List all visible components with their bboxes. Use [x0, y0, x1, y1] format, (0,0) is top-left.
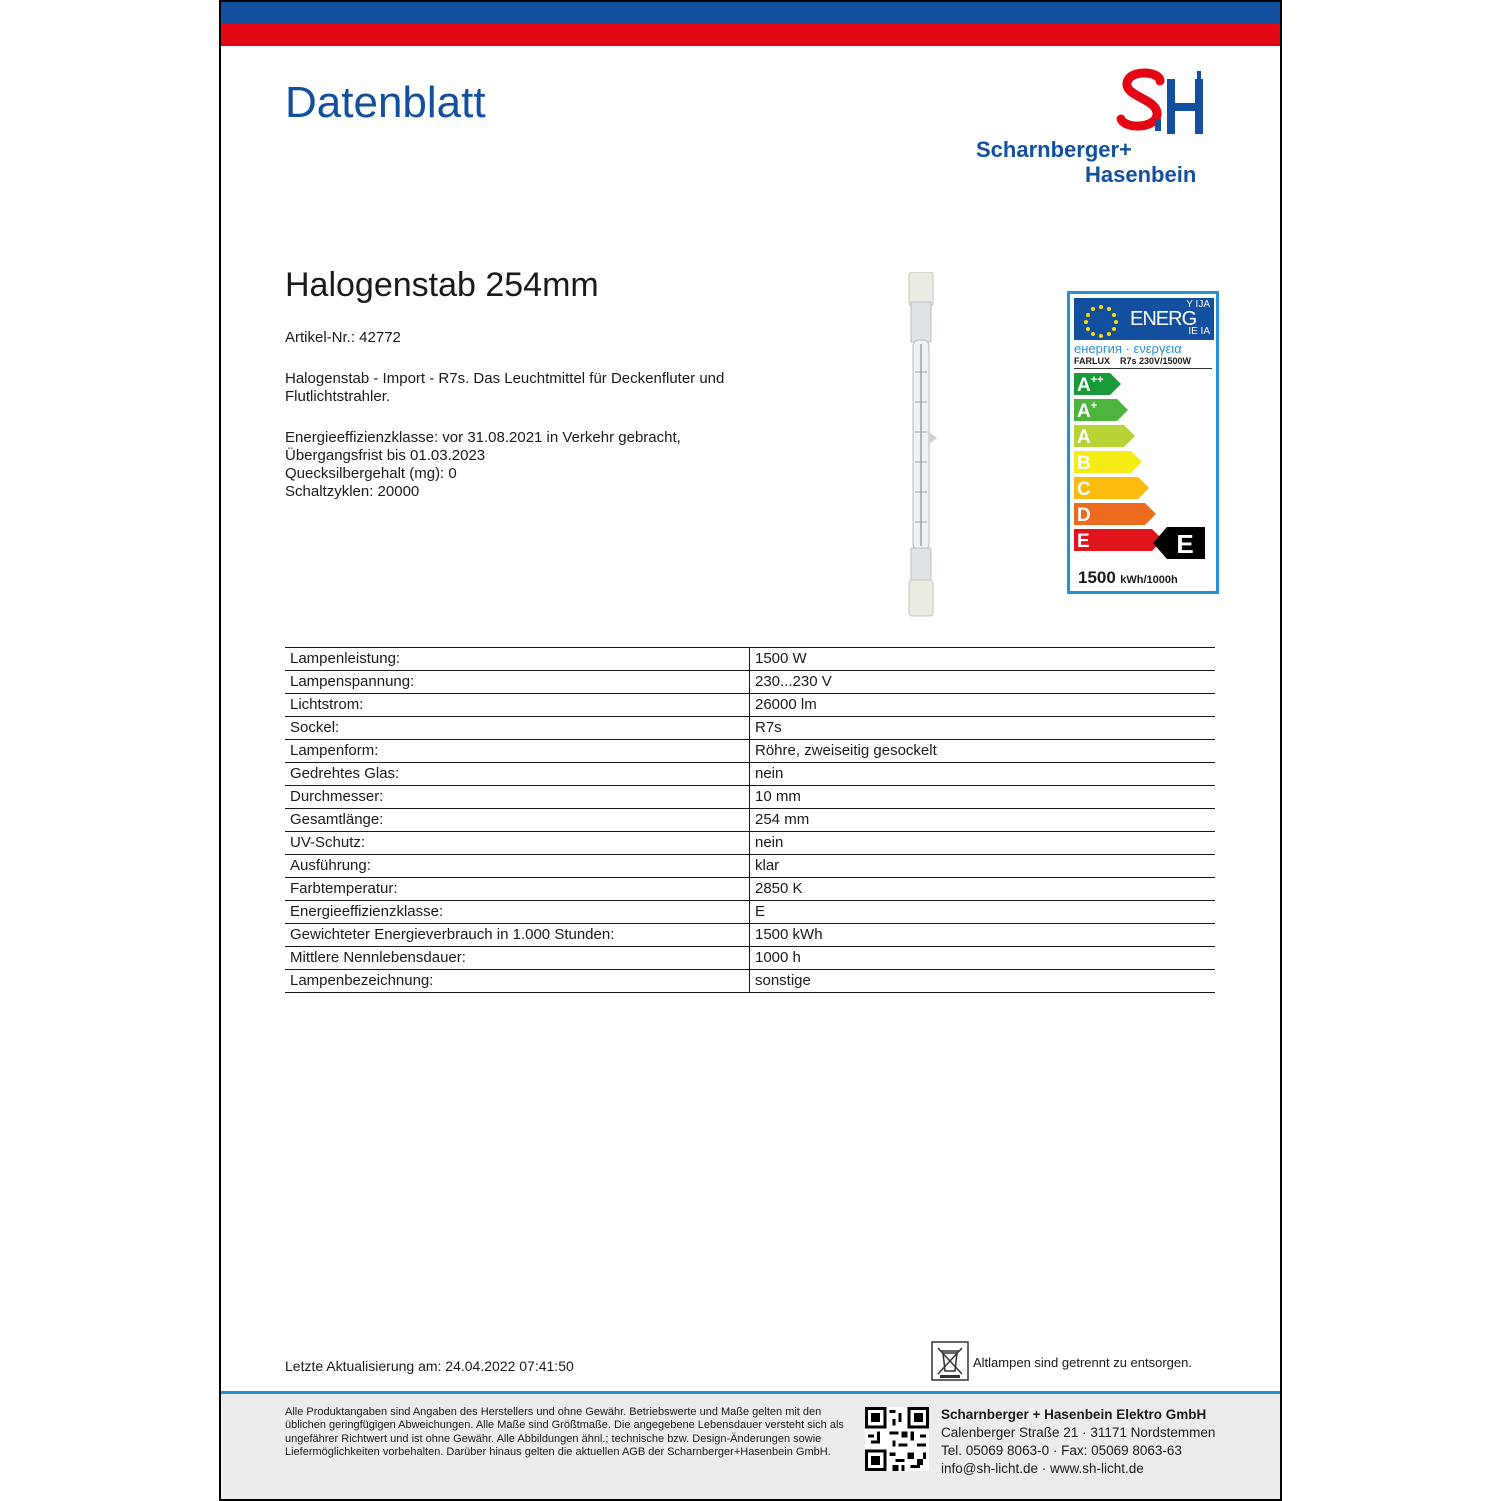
logo-text-line2: Hasenbein	[1085, 162, 1197, 187]
logo-text-line1: Scharnberger+	[976, 137, 1132, 162]
info-line: Schaltzyklen: 20000	[285, 483, 420, 500]
spec-label: Gewichteter Energieverbrauch in 1.000 Stunden:	[285, 924, 750, 947]
company-address: Calenberger Straße 21 · 31171 Nordstemmen	[941, 1425, 1216, 1440]
table-row	[285, 740, 1215, 763]
spec-label: Ausführung:	[285, 855, 750, 878]
energy-supplier: FARLUX	[1074, 356, 1110, 366]
company-phone: Tel. 05069 8063-0 · Fax: 05069 8063-63	[941, 1443, 1182, 1458]
spec-value: 230...230 V	[750, 671, 1216, 694]
table-row	[285, 832, 1215, 855]
header-stripe-red	[221, 24, 1280, 46]
energ-word: ENERG	[1130, 308, 1197, 330]
spec-label: UV-Schutz:	[285, 832, 750, 855]
energy-consumption	[1078, 568, 1178, 588]
spec-value: 2850 K	[750, 878, 1216, 901]
table-row	[285, 947, 1215, 970]
table-row	[285, 901, 1215, 924]
energy-label-header	[1128, 298, 1214, 340]
table-row	[285, 671, 1215, 694]
spec-value: R7s	[750, 717, 1216, 740]
table-row	[285, 855, 1215, 878]
energy-class-letter: E	[1077, 531, 1090, 552]
qr-code-icon	[865, 1406, 929, 1472]
energy-class-letter: B	[1077, 453, 1091, 474]
table-row	[285, 809, 1215, 832]
table-row	[285, 786, 1215, 809]
energy-rating-arrow	[1153, 527, 1205, 559]
kwh-value: 1500	[1078, 568, 1116, 587]
datasheet-page	[219, 0, 1282, 1501]
spec-value: 254 mm	[750, 809, 1216, 832]
spec-value: E	[750, 901, 1216, 924]
info-line: Quecksilbergehalt (mg): 0	[285, 465, 457, 482]
spec-label: Gesamtlänge:	[285, 809, 750, 832]
company-contact: info@sh-licht.de · www.sh-licht.de	[941, 1461, 1144, 1476]
energy-supplier-line	[1074, 356, 1191, 366]
spec-label: Energieeffizienzklasse:	[285, 901, 750, 924]
table-row	[285, 694, 1215, 717]
table-row	[285, 878, 1215, 901]
energy-class-letter: A++	[1077, 374, 1104, 396]
spec-table	[285, 647, 1215, 993]
spec-label: Lampenbezeichnung:	[285, 970, 750, 993]
table-row	[285, 717, 1215, 740]
spec-value: 1000 h	[750, 947, 1216, 970]
spec-label: Sockel:	[285, 717, 750, 740]
table-row	[285, 648, 1215, 671]
spec-value: 10 mm	[750, 786, 1216, 809]
spec-value: nein	[750, 763, 1216, 786]
energy-class-letter: C	[1077, 479, 1091, 500]
spec-label: Durchmesser:	[285, 786, 750, 809]
halogen-lamp-image	[891, 272, 951, 617]
spec-label: Lampenleistung:	[285, 648, 750, 671]
eu-flag-icon	[1074, 298, 1128, 340]
table-row	[285, 924, 1215, 947]
energ-small-top: Y IJA	[1186, 299, 1210, 310]
energy-model: R7s 230V/1500W	[1120, 356, 1192, 366]
energy-rating-letter: E	[1176, 529, 1194, 559]
energy-languages: енергия · ενεργεια	[1074, 341, 1182, 356]
last-updated: Letzte Aktualisierung am: 24.04.2022 07:41:50	[285, 1358, 574, 1374]
company-logo	[976, 67, 1226, 187]
info-line: Übergangsfrist bis 01.03.2023	[285, 447, 486, 464]
product-description: Halogenstab - Import - R7s. Das Leuchtmittel für Deckenfluter und Flutlichtstrahler.	[285, 370, 725, 405]
energ-small-bottom: IE IA	[1188, 326, 1210, 337]
spec-value: 26000 lm	[750, 694, 1216, 717]
info-line: Energieeffizienzklasse: vor 31.08.2021 in Verkehr gebracht,	[285, 429, 681, 446]
sh-logo-mark	[1115, 67, 1215, 137]
document-title: Datenblatt	[285, 78, 486, 127]
spec-value: 1500 kWh	[750, 924, 1216, 947]
spec-label: Farbtemperatur:	[285, 878, 750, 901]
footer	[221, 1391, 1280, 1501]
energy-class-letter: A	[1077, 427, 1091, 448]
energy-label	[1067, 291, 1219, 594]
spec-value: nein	[750, 832, 1216, 855]
table-row	[285, 763, 1215, 786]
footer-disclaimer: Alle Produktangaben sind Angaben des Herstellers und ohne Gewähr. Betriebswerte und Maße gelten mit den üblichen geringfügigen Abweichungen. Alle Maße sind Größtmaße. Die angegebene Lebensdauer versteht sich als ungefährer Richtwert und ist ohne Gewähr. Alle Abbildungen ähnl.; technische bzw. Design-Änderungen sowie Liefermöglichkeiten vorbehalten. Darüber hinaus gelten die aktuellen AGB der Scharnberger+Hasenbein GmbH.	[285, 1406, 844, 1459]
energy-class-letter: A+	[1077, 400, 1098, 422]
product-title: Halogenstab 254mm	[285, 266, 599, 304]
article-number: Artikel-Nr.: 42772	[285, 329, 401, 346]
spec-value: klar	[750, 855, 1216, 878]
energy-class-bars	[1074, 373, 1214, 553]
table-row	[285, 970, 1215, 993]
spec-value: sonstige	[750, 970, 1216, 993]
energy-class-letter: D	[1077, 505, 1091, 526]
energy-divider	[1074, 368, 1212, 369]
spec-label: Mittlere Nennlebensdauer:	[285, 947, 750, 970]
header-stripe-blue	[221, 2, 1280, 24]
spec-value: 1500 W	[750, 648, 1216, 671]
crossed-bin-icon	[931, 1341, 969, 1381]
product-info	[285, 429, 755, 501]
spec-label: Lampenspannung:	[285, 671, 750, 694]
spec-label: Lampenform:	[285, 740, 750, 763]
footer-company	[941, 1406, 1215, 1478]
spec-value: Röhre, zweiseitig gesockelt	[750, 740, 1216, 763]
kwh-unit: kWh/1000h	[1120, 574, 1178, 586]
company-name: Scharnberger + Hasenbein Elektro GmbH	[941, 1407, 1207, 1422]
spec-label: Lichtstrom:	[285, 694, 750, 717]
disposal-note: Altlampen sind getrennt zu entsorgen.	[973, 1355, 1192, 1370]
spec-label: Gedrehtes Glas:	[285, 763, 750, 786]
